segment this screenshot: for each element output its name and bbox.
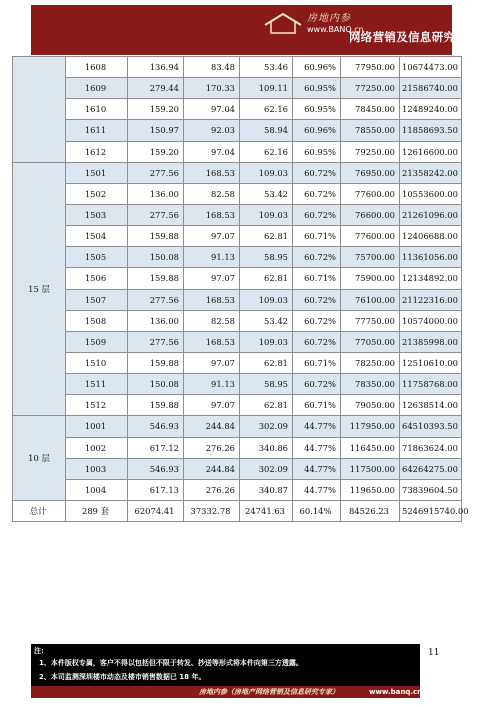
value-cell: 83.48 (184, 57, 240, 78)
value-cell: 11858693.50 (400, 120, 462, 141)
unit-cell: 1505 (66, 247, 128, 268)
notes-title: 注: (34, 647, 44, 655)
value-cell: 168.53 (184, 289, 240, 310)
brand-name: 房地内参 (307, 13, 351, 24)
total-cell: 289 套 (66, 500, 128, 521)
total-cell: 5246915740.00 (400, 500, 462, 521)
value-cell: 60.96% (293, 57, 341, 78)
value-cell: 60.71% (293, 352, 341, 373)
value-cell: 97.07 (184, 268, 240, 289)
unit-cell: 1004 (66, 479, 128, 500)
value-cell: 62.81 (240, 352, 293, 373)
table-row (13, 247, 462, 268)
value-cell: 10674473.00 (400, 57, 462, 78)
value-cell: 168.53 (184, 204, 240, 225)
value-cell: 109.03 (240, 204, 293, 225)
value-cell: 77250.00 (341, 78, 400, 99)
value-cell: 21122316.00 (400, 289, 462, 310)
value-cell: 10574000.00 (400, 310, 462, 331)
value-cell: 170.33 (184, 78, 240, 99)
unit-cell: 1611 (66, 120, 128, 141)
value-cell: 73839604.50 (400, 479, 462, 500)
unit-cell: 1507 (66, 289, 128, 310)
value-cell: 21385998.00 (400, 331, 462, 352)
floor-cell: 10 层 (13, 416, 66, 501)
value-cell: 546.93 (128, 458, 184, 479)
value-cell: 75700.00 (341, 247, 400, 268)
table-row (13, 226, 462, 247)
value-cell: 60.72% (293, 331, 341, 352)
value-cell: 276.26 (184, 479, 240, 500)
value-cell: 58.95 (240, 374, 293, 395)
value-cell: 60.95% (293, 78, 341, 99)
value-cell: 77600.00 (341, 226, 400, 247)
header-slogan: 网络营销及信息研究专家 (349, 30, 479, 44)
value-cell: 44.77% (293, 458, 341, 479)
value-cell: 77600.00 (341, 183, 400, 204)
value-cell: 136.94 (128, 57, 184, 78)
unit-cell: 1612 (66, 141, 128, 162)
table-row (13, 141, 462, 162)
value-cell: 117500.00 (341, 458, 400, 479)
value-cell: 159.88 (128, 352, 184, 373)
value-cell: 12638514.00 (400, 395, 462, 416)
value-cell: 109.03 (240, 162, 293, 183)
floor-cell: 15 层 (13, 162, 66, 416)
value-cell: 302.09 (240, 416, 293, 437)
value-cell: 64510393.50 (400, 416, 462, 437)
value-cell: 117950.00 (341, 416, 400, 437)
header-banner (31, 5, 479, 55)
table-row (13, 162, 462, 183)
unit-cell: 1608 (66, 57, 128, 78)
table-row (13, 310, 462, 331)
unit-cell: 1001 (66, 416, 128, 437)
total-cell: 37332.78 (184, 500, 240, 521)
total-row (13, 500, 462, 521)
value-cell: 91.13 (184, 374, 240, 395)
value-cell: 116450.00 (341, 437, 400, 458)
table-row (13, 57, 462, 78)
value-cell: 276.26 (184, 437, 240, 458)
value-cell: 12510610.00 (400, 352, 462, 373)
total-cell: 84526.23 (341, 500, 400, 521)
table-row (13, 289, 462, 310)
value-cell: 78250.00 (341, 352, 400, 373)
value-cell: 159.88 (128, 268, 184, 289)
value-cell: 82.58 (184, 183, 240, 204)
table-row (13, 395, 462, 416)
value-cell: 60.72% (293, 204, 341, 225)
total-cell: 62074.41 (128, 500, 184, 521)
unit-cell: 1504 (66, 226, 128, 247)
value-cell: 76950.00 (341, 162, 400, 183)
value-cell: 617.13 (128, 479, 184, 500)
value-cell: 97.07 (184, 395, 240, 416)
value-cell: 277.56 (128, 162, 184, 183)
table-row (13, 268, 462, 289)
total-cell: 60.14% (293, 500, 341, 521)
notes-line-1: 1、本件版权专属，客户不得以包括但不限于转发、抄送等形式将本件向第三方透露。 (39, 659, 303, 667)
value-cell: 60.72% (293, 162, 341, 183)
value-cell: 60.96% (293, 120, 341, 141)
unit-cell: 1510 (66, 352, 128, 373)
total-cell: 总计 (13, 500, 66, 521)
value-cell: 62.81 (240, 268, 293, 289)
value-cell: 79050.00 (341, 395, 400, 416)
value-cell: 546.93 (128, 416, 184, 437)
notes-line-2: 2、本司监测深圳楼市动态及楼市销售数据已 18 年。 (39, 673, 206, 681)
value-cell: 62.81 (240, 226, 293, 247)
value-cell: 53.42 (240, 310, 293, 331)
value-cell: 60.71% (293, 268, 341, 289)
unit-cell: 1610 (66, 99, 128, 120)
value-cell: 82.58 (184, 310, 240, 331)
value-cell: 58.94 (240, 120, 293, 141)
value-cell: 168.53 (184, 162, 240, 183)
value-cell: 91.13 (184, 247, 240, 268)
unit-cell: 1502 (66, 183, 128, 204)
value-cell: 21261096.00 (400, 204, 462, 225)
value-cell: 92.03 (184, 120, 240, 141)
value-cell: 159.88 (128, 395, 184, 416)
table-row (13, 204, 462, 225)
value-cell: 244.84 (184, 416, 240, 437)
value-cell: 78550.00 (341, 120, 400, 141)
value-cell: 44.77% (293, 479, 341, 500)
table-row (13, 374, 462, 395)
unit-cell: 1509 (66, 331, 128, 352)
table-row (13, 352, 462, 373)
value-cell: 21358242.00 (400, 162, 462, 183)
value-cell: 168.53 (184, 331, 240, 352)
value-cell: 71863624.00 (400, 437, 462, 458)
notes-box (31, 644, 420, 686)
value-cell: 62.16 (240, 141, 293, 162)
value-cell: 136.00 (128, 183, 184, 204)
table-row (13, 99, 462, 120)
value-cell: 159.20 (128, 99, 184, 120)
unit-cell: 1512 (66, 395, 128, 416)
value-cell: 78450.00 (341, 99, 400, 120)
total-cell: 24741.63 (240, 500, 293, 521)
value-cell: 60.72% (293, 183, 341, 204)
value-cell: 60.72% (293, 374, 341, 395)
value-cell: 340.87 (240, 479, 293, 500)
unit-cell: 1003 (66, 458, 128, 479)
value-cell: 79250.00 (341, 141, 400, 162)
table-row (13, 437, 462, 458)
table-row (13, 331, 462, 352)
floor-cell (13, 57, 66, 163)
value-cell: 159.88 (128, 226, 184, 247)
table-row (13, 78, 462, 99)
value-cell: 119650.00 (341, 479, 400, 500)
value-cell: 109.11 (240, 78, 293, 99)
value-cell: 97.04 (184, 141, 240, 162)
footer-bar (31, 686, 423, 698)
value-cell: 62.81 (240, 395, 293, 416)
value-cell: 150.08 (128, 247, 184, 268)
value-cell: 60.71% (293, 226, 341, 247)
value-cell: 44.77% (293, 437, 341, 458)
unit-cell: 1506 (66, 268, 128, 289)
value-cell: 76600.00 (341, 204, 400, 225)
unit-cell: 1511 (66, 374, 128, 395)
value-cell: 78350.00 (341, 374, 400, 395)
value-cell: 53.42 (240, 183, 293, 204)
value-cell: 617.12 (128, 437, 184, 458)
unit-cell: 1503 (66, 204, 128, 225)
value-cell: 60.95% (293, 99, 341, 120)
value-cell: 97.04 (184, 99, 240, 120)
value-cell: 75900.00 (341, 268, 400, 289)
value-cell: 277.56 (128, 204, 184, 225)
value-cell: 58.95 (240, 247, 293, 268)
value-cell: 150.97 (128, 120, 184, 141)
sales-table (12, 56, 469, 522)
value-cell: 277.56 (128, 289, 184, 310)
table-row (13, 416, 462, 437)
value-cell: 244.84 (184, 458, 240, 479)
value-cell: 64264275.00 (400, 458, 462, 479)
value-cell: 76100.00 (341, 289, 400, 310)
value-cell: 340.86 (240, 437, 293, 458)
value-cell: 21586740.00 (400, 78, 462, 99)
unit-cell: 1501 (66, 162, 128, 183)
table-row (13, 120, 462, 141)
value-cell: 53.46 (240, 57, 293, 78)
value-cell: 136.00 (128, 310, 184, 331)
header-site: www.BANQ.cn (307, 25, 364, 34)
value-cell: 109.03 (240, 331, 293, 352)
value-cell: 60.95% (293, 141, 341, 162)
value-cell: 10553600.00 (400, 183, 462, 204)
value-cell: 60.72% (293, 289, 341, 310)
value-cell: 159.20 (128, 141, 184, 162)
value-cell: 302.09 (240, 458, 293, 479)
value-cell: 109.03 (240, 289, 293, 310)
value-cell: 277.56 (128, 331, 184, 352)
value-cell: 77950.00 (341, 57, 400, 78)
value-cell: 97.07 (184, 352, 240, 373)
table-row (13, 479, 462, 500)
value-cell: 279.44 (128, 78, 184, 99)
value-cell: 77050.00 (341, 331, 400, 352)
value-cell: 150.08 (128, 374, 184, 395)
value-cell: 12134892.00 (400, 268, 462, 289)
value-cell: 97.07 (184, 226, 240, 247)
value-cell: 12616600.00 (400, 141, 462, 162)
value-cell: 11361056.00 (400, 247, 462, 268)
value-cell: 60.72% (293, 310, 341, 331)
house-logo-icon (263, 11, 303, 35)
table-row (13, 458, 462, 479)
unit-cell: 1002 (66, 437, 128, 458)
unit-cell: 1609 (66, 78, 128, 99)
footer-text: 房地内参（房地产网络营销及信息研究专家） (199, 687, 339, 696)
unit-cell: 1508 (66, 310, 128, 331)
value-cell: 12489240.00 (400, 99, 462, 120)
value-cell: 60.71% (293, 395, 341, 416)
footer-site: www.banq.cn (369, 688, 423, 696)
value-cell: 77750.00 (341, 310, 400, 331)
value-cell: 62.16 (240, 99, 293, 120)
table-row (13, 183, 462, 204)
value-cell: 12406688.00 (400, 226, 462, 247)
page-number: 11 (428, 648, 440, 658)
value-cell: 44.77% (293, 416, 341, 437)
value-cell: 11758768.00 (400, 374, 462, 395)
value-cell: 60.72% (293, 247, 341, 268)
